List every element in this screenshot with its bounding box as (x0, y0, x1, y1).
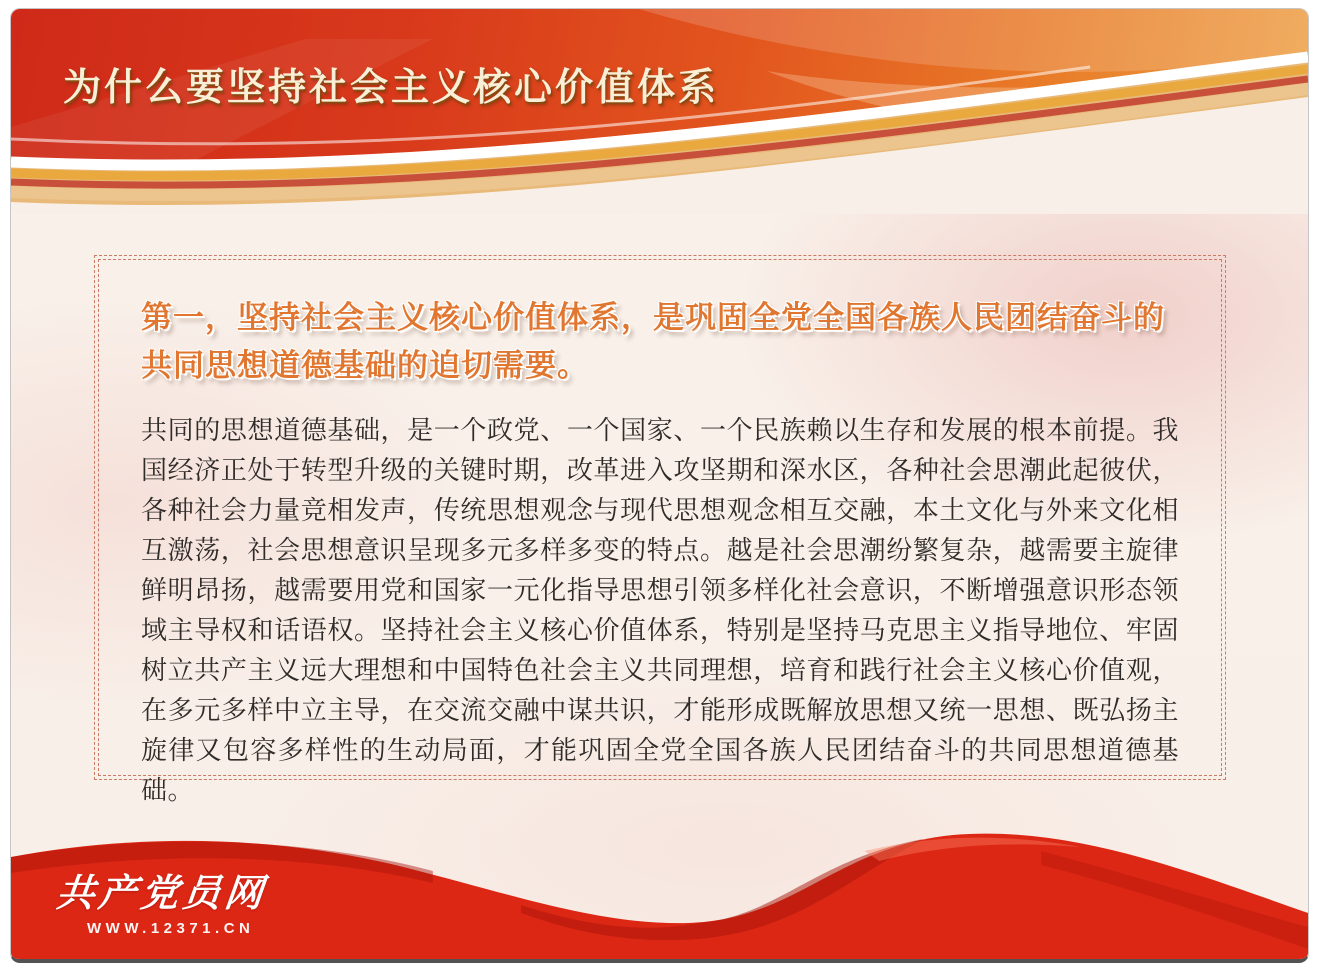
header-band (11, 9, 1308, 214)
section-heading: 第一，坚持社会主义核心价值体系，是巩固全党全国各族人民团结奋斗的共同思想道德基础的迫切需要。 (141, 300, 1165, 383)
bottom-ribbon (11, 809, 1308, 959)
page-title: 为什么要坚持社会主义核心价值体系 (63, 67, 720, 109)
header-wave-decoration (11, 9, 1308, 214)
logo-calligraphy: 共产党员网 (54, 870, 270, 915)
content-box (94, 255, 1226, 805)
site-logo (54, 862, 270, 937)
logo-url: WWW.12371.CN (87, 920, 255, 937)
slide (10, 8, 1309, 963)
section-body: 共同的思想道德基础，是一个政党、一个国家、一个民族赖以生存和发展的根本前提。我国经济正处于转型升级的关键时期，改革进入攻坚期和深水区，各种社会思潮此起彼伏，各种社会力量竞相发声，传统思想观念与现代思想观念相互交融，本土文化与外来文化相互激荡，社会思想意识呈现多元多样多变的特点。越是社会思潮纷繁复杂，越需要主旋律鲜明昂扬，越需要用党和国家一元化指导思想引领多样化社会意识，不断增强意识形态领域主导权和话语权。坚持社会主义核心价值体系，特别是坚持马克思主义指导地位、牢固树立共产主义远大理想和中国特色社会主义共同理想，培育和践行社会主义核心价值观，在多元多样中立主导，在交流交融中谋共识，才能形成既解放思想又统一思想、既弘扬主旋律又包容多样性的生动局面，才能巩固全党全国各族人民团结奋斗的共同思想道德基础。 (141, 415, 1179, 805)
